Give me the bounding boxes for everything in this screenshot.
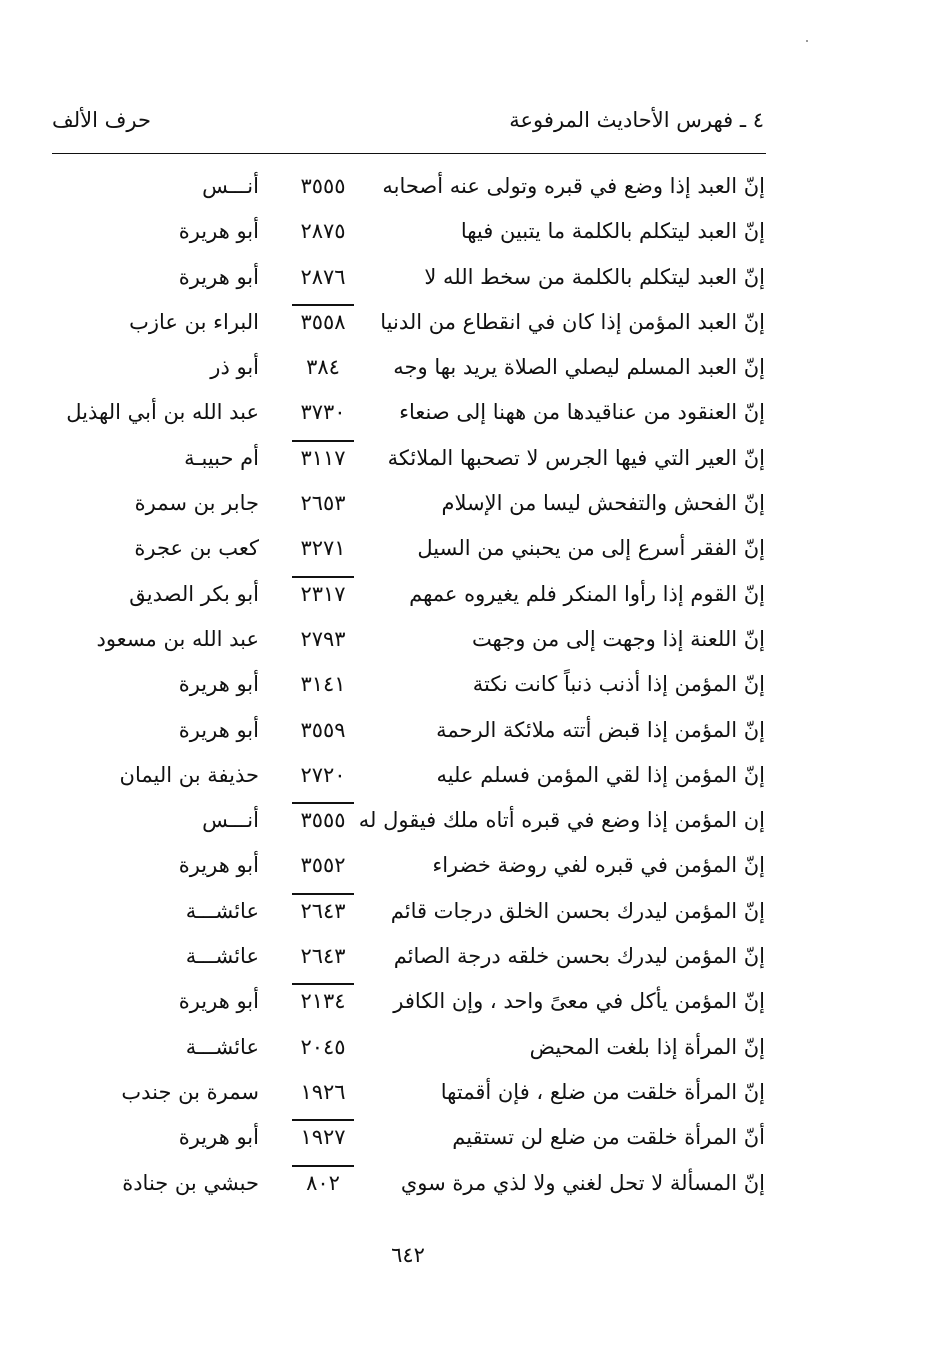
index-entry — [0, 1116, 947, 1161]
hadith-number: ٢٧٩٣ — [300, 626, 346, 651]
narrator-name: عائشـــة — [185, 898, 259, 923]
narrator-name: سمرة بن جندب — [121, 1079, 259, 1104]
hadith-number: ٢٦٤٣ — [292, 893, 354, 926]
index-entry — [0, 890, 947, 935]
narrator-name: عبد الله بن مسعود — [96, 626, 259, 651]
narrator-name: أبو هريرة — [178, 672, 259, 697]
narrator-name: أنـــس — [202, 808, 259, 833]
narrator-name: حبشي بن جنادة — [122, 1170, 259, 1195]
narrator-name: أبو هريرة — [178, 989, 259, 1014]
index-entry — [0, 1071, 947, 1116]
hadith-number: ٢٨٧٦ — [300, 264, 346, 289]
hadith-text: إنّ المسألة لا تحل لغني ولا لذي مرة سوي — [400, 1170, 765, 1195]
narrator-name: أبو هريرة — [178, 717, 259, 742]
narrator-name: أبو هريرة — [178, 1125, 259, 1150]
hadith-number: ٨٠٢ — [292, 1165, 354, 1198]
hadith-text: إنّ المؤمن إذا أذنب ذنباً كانت نكتة — [472, 672, 765, 697]
section-title: ٤ ـ فهرس الأحاديث المرفوعة — [509, 108, 764, 132]
hadith-text: إنّ القوم إذا رأوا المنكر فلم يغيروه عمهم — [409, 581, 765, 606]
hadith-number: ٣٨٤ — [306, 355, 340, 380]
page-number: ٦٤٢ — [391, 1243, 425, 1267]
narrator-name: أنـــس — [202, 174, 259, 198]
index-entry — [0, 210, 947, 255]
hadith-text: أنّ المرأة خلقت من ضلع لن تستقيم — [452, 1125, 765, 1150]
header-rule — [52, 153, 766, 154]
narrator-name: عائشـــة — [185, 944, 259, 969]
hadith-number: ٢٧٢٠ — [300, 762, 346, 787]
index-entry — [0, 980, 947, 1025]
index-entry — [0, 935, 947, 980]
narrator-name: أم حبيبـة — [184, 445, 259, 470]
index-entry — [0, 437, 947, 482]
hadith-text: إن المؤمن إذا وضع في قبره أتاه ملك فيقول له — [358, 808, 765, 833]
narrator-name: أبو هريرة — [178, 264, 259, 289]
narrator-name: البراء بن عازب — [129, 309, 259, 334]
hadith-number: ٣١١٧ — [292, 440, 354, 473]
narrator-name: عبد الله بن أبي الهذيل — [66, 400, 259, 425]
hadith-number: ٢١٣٤ — [292, 983, 354, 1016]
hadith-index-list — [0, 165, 947, 1207]
index-entry — [0, 663, 947, 708]
narrator-name: أبو ذر — [210, 355, 259, 380]
hadith-text: إنّ الفحش والتفحش ليسا من الإسلام — [441, 491, 765, 516]
index-entry — [0, 618, 947, 663]
hadith-number: ٣٥٥٥ — [300, 174, 346, 198]
index-entry — [0, 799, 947, 844]
index-entry — [0, 1026, 947, 1071]
hadith-number: ٣٧٣٠ — [300, 400, 346, 425]
hadith-number: ٣٥٥٨ — [292, 304, 354, 337]
hadith-text: إنّ المؤمن ليدرك بحسن خلقه درجة الصائم — [393, 944, 765, 969]
index-entry — [0, 301, 947, 346]
running-header — [52, 108, 764, 142]
narrator-name: عائشـــة — [185, 1034, 259, 1059]
letter-title: حرف الألف — [52, 108, 151, 132]
hadith-text: إنّ المؤمن ليدرك بحسن الخلق درجات قائم — [390, 898, 765, 923]
hadith-text: إنّ العبد إذا وضع في قبره وتولى عنه أصحابه — [382, 174, 765, 198]
hadith-text: إنّ العنقود من عناقيدها من ههنا إلى صنعاء — [399, 400, 765, 425]
hadith-text: إنّ المؤمن إذا قبض أتته ملائكة الرحمة — [436, 717, 765, 742]
hadith-number: ١٩٢٧ — [292, 1119, 354, 1152]
hadith-number: ٣٥٥٢ — [300, 853, 346, 878]
hadith-number: ٢٦٤٣ — [300, 944, 346, 969]
hadith-text: إنّ المرأة إذا بلغت المحيض — [529, 1034, 765, 1059]
narrator-name: أبو هريرة — [178, 219, 259, 244]
hadith-number: ٣١٤١ — [300, 672, 346, 697]
index-entry — [0, 754, 947, 799]
hadith-text: إنّ اللعنة إذا وجهت إلى من وجهت — [471, 626, 765, 651]
index-entry — [0, 256, 947, 301]
index-entry — [0, 391, 947, 436]
hadith-number: ٣٢٧١ — [300, 536, 346, 561]
hadith-number: ٢٣١٧ — [292, 576, 354, 609]
hadith-text: إنّ المؤمن إذا لقي المؤمن فسلم عليه — [436, 762, 765, 787]
hadith-text: إنّ العبد المؤمن إذا كان في انقطاع من الدنيا — [380, 309, 765, 334]
narrator-name: أبو بكر الصديق — [129, 581, 259, 606]
hadith-number: ٢٨٧٥ — [300, 219, 346, 244]
hadith-number: ٣٥٥٩ — [300, 717, 346, 742]
index-entry — [0, 346, 947, 391]
index-entry — [0, 482, 947, 527]
hadith-number: ٢٠٤٥ — [300, 1034, 346, 1059]
hadith-number: ٢٦٥٣ — [300, 491, 346, 516]
hadith-text: إنّ العبد ليتكلم بالكلمة ما يتبين فيها — [460, 219, 765, 244]
scan-speck — [806, 40, 808, 42]
hadith-text: إنّ العبد ليتكلم بالكلمة من سخط الله لا — [424, 264, 765, 289]
narrator-name: أبو هريرة — [178, 853, 259, 878]
hadith-text: إنّ الفقر أسرع إلى من يحبني من السيل — [417, 536, 765, 561]
hadith-text: إنّ المؤمن يأكل في معىً واحد ، وإن الكافر — [393, 989, 765, 1014]
narrator-name: جابر بن سمرة — [134, 491, 259, 516]
hadith-text: إنّ المرأة خلقت من ضلع ، فإن أقمتها — [440, 1079, 765, 1104]
hadith-number: ١٩٢٦ — [300, 1079, 346, 1104]
index-entry — [0, 165, 947, 210]
hadith-text: إنّ المؤمن في قبره لفي روضة خضراء — [432, 853, 765, 878]
hadith-number: ٣٥٥٥ — [292, 802, 354, 835]
narrator-name: كعب بن عجرة — [134, 536, 259, 561]
index-entry — [0, 709, 947, 754]
hadith-text: إنّ العير التي فيها الجرس لا تصحبها الملائكة — [387, 445, 765, 470]
index-entry — [0, 844, 947, 889]
hadith-text: إنّ العبد المسلم ليصلي الصلاة يريد بها وجه — [393, 355, 765, 380]
narrator-name: حذيفة بن اليمان — [119, 762, 259, 787]
index-entry — [0, 573, 947, 618]
index-entry — [0, 527, 947, 572]
index-entry — [0, 1162, 947, 1207]
